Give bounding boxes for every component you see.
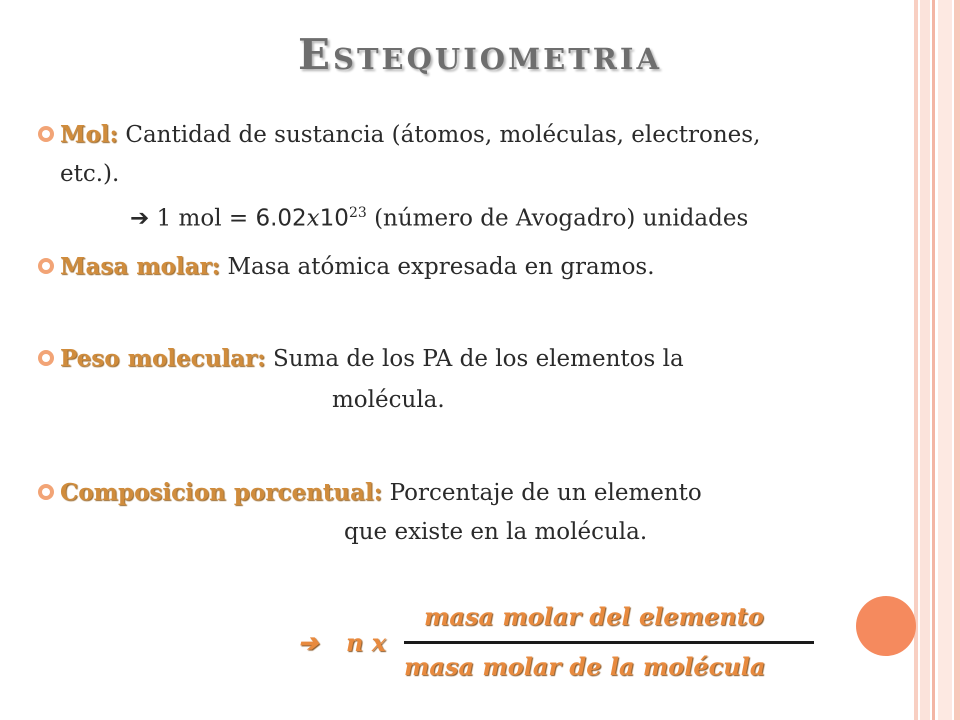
composicion-term: Composicion porcentual: xyxy=(60,479,383,506)
avogadro-rest: (número de Avogadro) unidades xyxy=(366,205,749,232)
decorative-circle xyxy=(856,596,916,656)
formula-lhs-text: n x xyxy=(346,628,387,657)
mol-term: Mol: xyxy=(60,121,119,148)
masa-molar-term: Masa molar: xyxy=(60,253,221,280)
composicion-text: Porcentaje de un elemento xyxy=(382,480,702,506)
peso-molecular-text: Suma de los PA de los elementos la xyxy=(265,346,684,372)
bullet-icon xyxy=(38,126,54,142)
avogadro-value: 6.02 xyxy=(255,205,307,232)
avogadro-x: x xyxy=(306,205,320,232)
avogadro-lead: 1 mol = xyxy=(149,205,256,232)
masa-molar-definition xyxy=(60,253,655,280)
bullet-icon xyxy=(38,350,54,366)
bullet-icon xyxy=(38,484,54,500)
arrow-icon: ➔ xyxy=(130,205,150,232)
composicion-definition xyxy=(60,479,702,506)
formula-arrow-icon: ➔ xyxy=(298,628,319,657)
decorative-stripes xyxy=(914,0,960,720)
mol-definition xyxy=(60,121,760,148)
masa-molar-text: Masa atómica expresada en gramos. xyxy=(220,254,655,280)
formula-lhs xyxy=(346,628,386,657)
formula-denominator: masa molar de la molécula xyxy=(404,652,766,681)
peso-molecular-continuation: molécula. xyxy=(332,387,445,413)
mol-text: Cantidad de sustancia (átomos, moléculas, electrones, xyxy=(118,122,761,148)
peso-molecular-term: Peso molecular: xyxy=(60,345,266,372)
fraction-bar xyxy=(404,641,814,644)
bullet-icon xyxy=(38,258,54,274)
composicion-continuation: que existe en la molécula. xyxy=(344,519,648,545)
mol-continuation: etc.). xyxy=(60,161,120,187)
formula-numerator: masa molar del elemento xyxy=(424,602,764,631)
avogadro-exponent: 23 xyxy=(348,205,367,221)
avogadro-line xyxy=(130,205,748,232)
avogadro-base: 10 xyxy=(319,205,349,232)
slide-title: Estequiometria xyxy=(298,30,662,79)
peso-molecular-definition xyxy=(60,345,684,372)
